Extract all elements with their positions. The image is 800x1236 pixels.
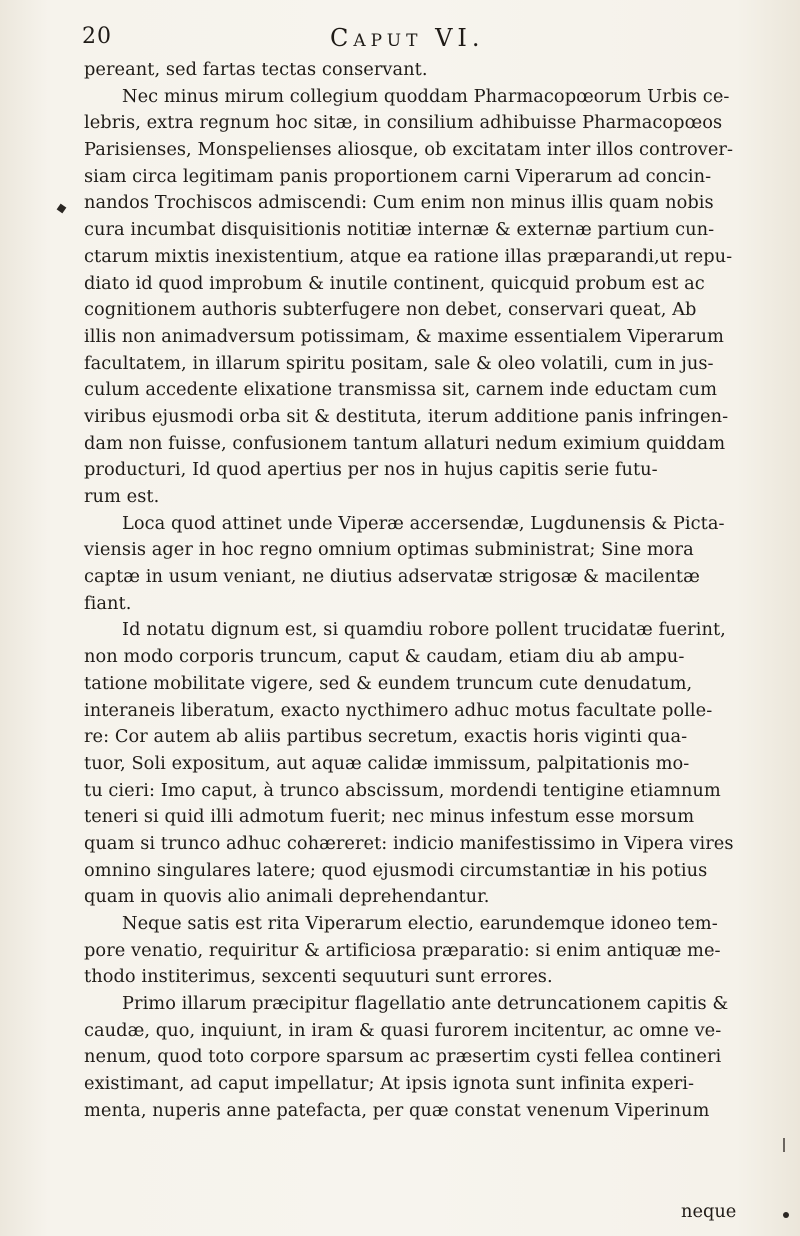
page-header bbox=[82, 24, 742, 56]
text-line: teneri si quid illi admotum fuerit; nec minus infestum esse morsum bbox=[84, 806, 695, 828]
text-line: cura incumbat disquisitionis notitiæ internæ & externæ partium cun- bbox=[84, 219, 715, 241]
text-line: Loca quod attinet unde Viperæ accersendæ, Lugdunensis & Picta- bbox=[122, 512, 725, 534]
margin-tick bbox=[783, 1138, 785, 1152]
text-line: ctarum mixtis inexistentium, atque ea ratione illas præparandi,ut repu- bbox=[84, 245, 733, 267]
text-line: existimant, ad caput impellatur; At ipsis ignota sunt infinita experi- bbox=[84, 1073, 695, 1095]
text-line: thodo institerimus, sexcenti sequuturi sunt errores. bbox=[84, 966, 553, 988]
text-line: non modo corporis truncum, caput & caudam, etiam diu ab ampu- bbox=[84, 646, 685, 668]
text-line: Primo illarum præcipitur flagellatio ante detruncationem capitis & bbox=[122, 993, 729, 1015]
text-line: producturi, Id quod apertius per nos in hujus capitis serie futu- bbox=[84, 459, 658, 481]
text-line: culum accedente elixatione transmissa sit, carnem inde eductam cum bbox=[84, 379, 717, 401]
text-line: re: Cor autem ab aliis partibus secretum, exactis horis viginti qua- bbox=[84, 726, 688, 748]
text-line: captæ in usum veniant, ne diutius adservatæ strigosæ & macilentæ bbox=[84, 566, 700, 588]
text-line: interaneis liberatum, exacto nycthimero adhuc motus facultate polle- bbox=[84, 699, 713, 721]
margin-mark bbox=[57, 204, 67, 214]
text-line: caudæ, quo, inquiunt, in iram & quasi furorem incitentur, ac omne ve- bbox=[84, 1019, 722, 1041]
text-line: menta, nuperis anne patefacta, per quæ constat venenum Viperinum bbox=[84, 1099, 710, 1121]
page-number: 20 bbox=[82, 24, 112, 49]
margin-dot bbox=[783, 1212, 789, 1218]
text-line: tu cieri: Imo caput, à trunco abscissum, mordendi tentigine etiamnum bbox=[84, 779, 721, 801]
text-line: viensis ager in hoc regno omnium optimas subministrat; Sine mora bbox=[84, 539, 694, 561]
text-line: quam in quovis alio animali deprehendantur. bbox=[84, 886, 490, 908]
text-line: cognitionem authoris subterfugere non debet, conservari queat, Ab bbox=[84, 299, 697, 321]
text-line: Neque satis est rita Viperarum electio, earundemque idoneo tem- bbox=[122, 913, 718, 934]
text-line: tatione mobilitate vigere, sed & eundem truncum cute denudatum, bbox=[84, 672, 693, 694]
text-line: fiant. bbox=[84, 592, 132, 614]
text-line: pereant, sed fartas tectas conservant. bbox=[84, 59, 428, 80]
text-line: dam non fuisse, confusionem tantum allaturi nedum eximium quiddam bbox=[84, 432, 726, 454]
text-line: quam si trunco adhuc cohæreret: indicio manifestissimo in Vipera vires bbox=[84, 832, 734, 854]
text-line: pore venatio, requiritur & artificiosa præparatio: si enim antiquæ me- bbox=[84, 939, 721, 961]
text-line: nandos Trochiscos admiscendi: Cum enim non minus illis quam nobis bbox=[84, 192, 714, 214]
text-line: lebris, extra regnum hoc sitæ, in consilium adhibuisse Pharmacopœos bbox=[84, 112, 723, 134]
catchword: neque bbox=[681, 1201, 737, 1222]
text-line: nenum, quod toto corpore sparsum ac præsertim cysti fellea contineri bbox=[84, 1046, 722, 1068]
text-line: Nec minus mirum collegium quoddam Pharmacopœorum Urbis ce- bbox=[122, 85, 730, 107]
body-text bbox=[84, 57, 744, 1125]
text-line: facultatem, in illarum spiritu positam, sale & oleo volatili, cum in jus- bbox=[84, 352, 714, 374]
text-line: siam circa legitimam panis proportionem carni Viperarum ad concin- bbox=[84, 165, 712, 187]
text-line: tuor, Soli expositum, aut aquæ calidæ immissum, palpitationis mo- bbox=[84, 752, 690, 774]
text-line: diato id quod improbum & inutile continent, quicquid probum est ac bbox=[84, 272, 705, 294]
text-line: Id notatu dignum est, si quamdiu robore pollent trucidatæ fuerint, bbox=[122, 619, 726, 641]
text-line: rum est. bbox=[84, 486, 160, 507]
text-line: viribus ejusmodi orba sit & destituta, iterum additione panis infringen- bbox=[84, 405, 729, 427]
text-line: Parisienses, Monspelienses aliosque, ob excitatam inter illos controver- bbox=[84, 139, 734, 161]
text-line: illis non animadversum potissimam, & maxime essentialem Viperarum bbox=[84, 325, 724, 347]
text-line: omnino singulares latere; quod ejusmodi circumstantiæ in his potius bbox=[84, 859, 708, 881]
running-head: Caput VI. bbox=[330, 24, 485, 52]
